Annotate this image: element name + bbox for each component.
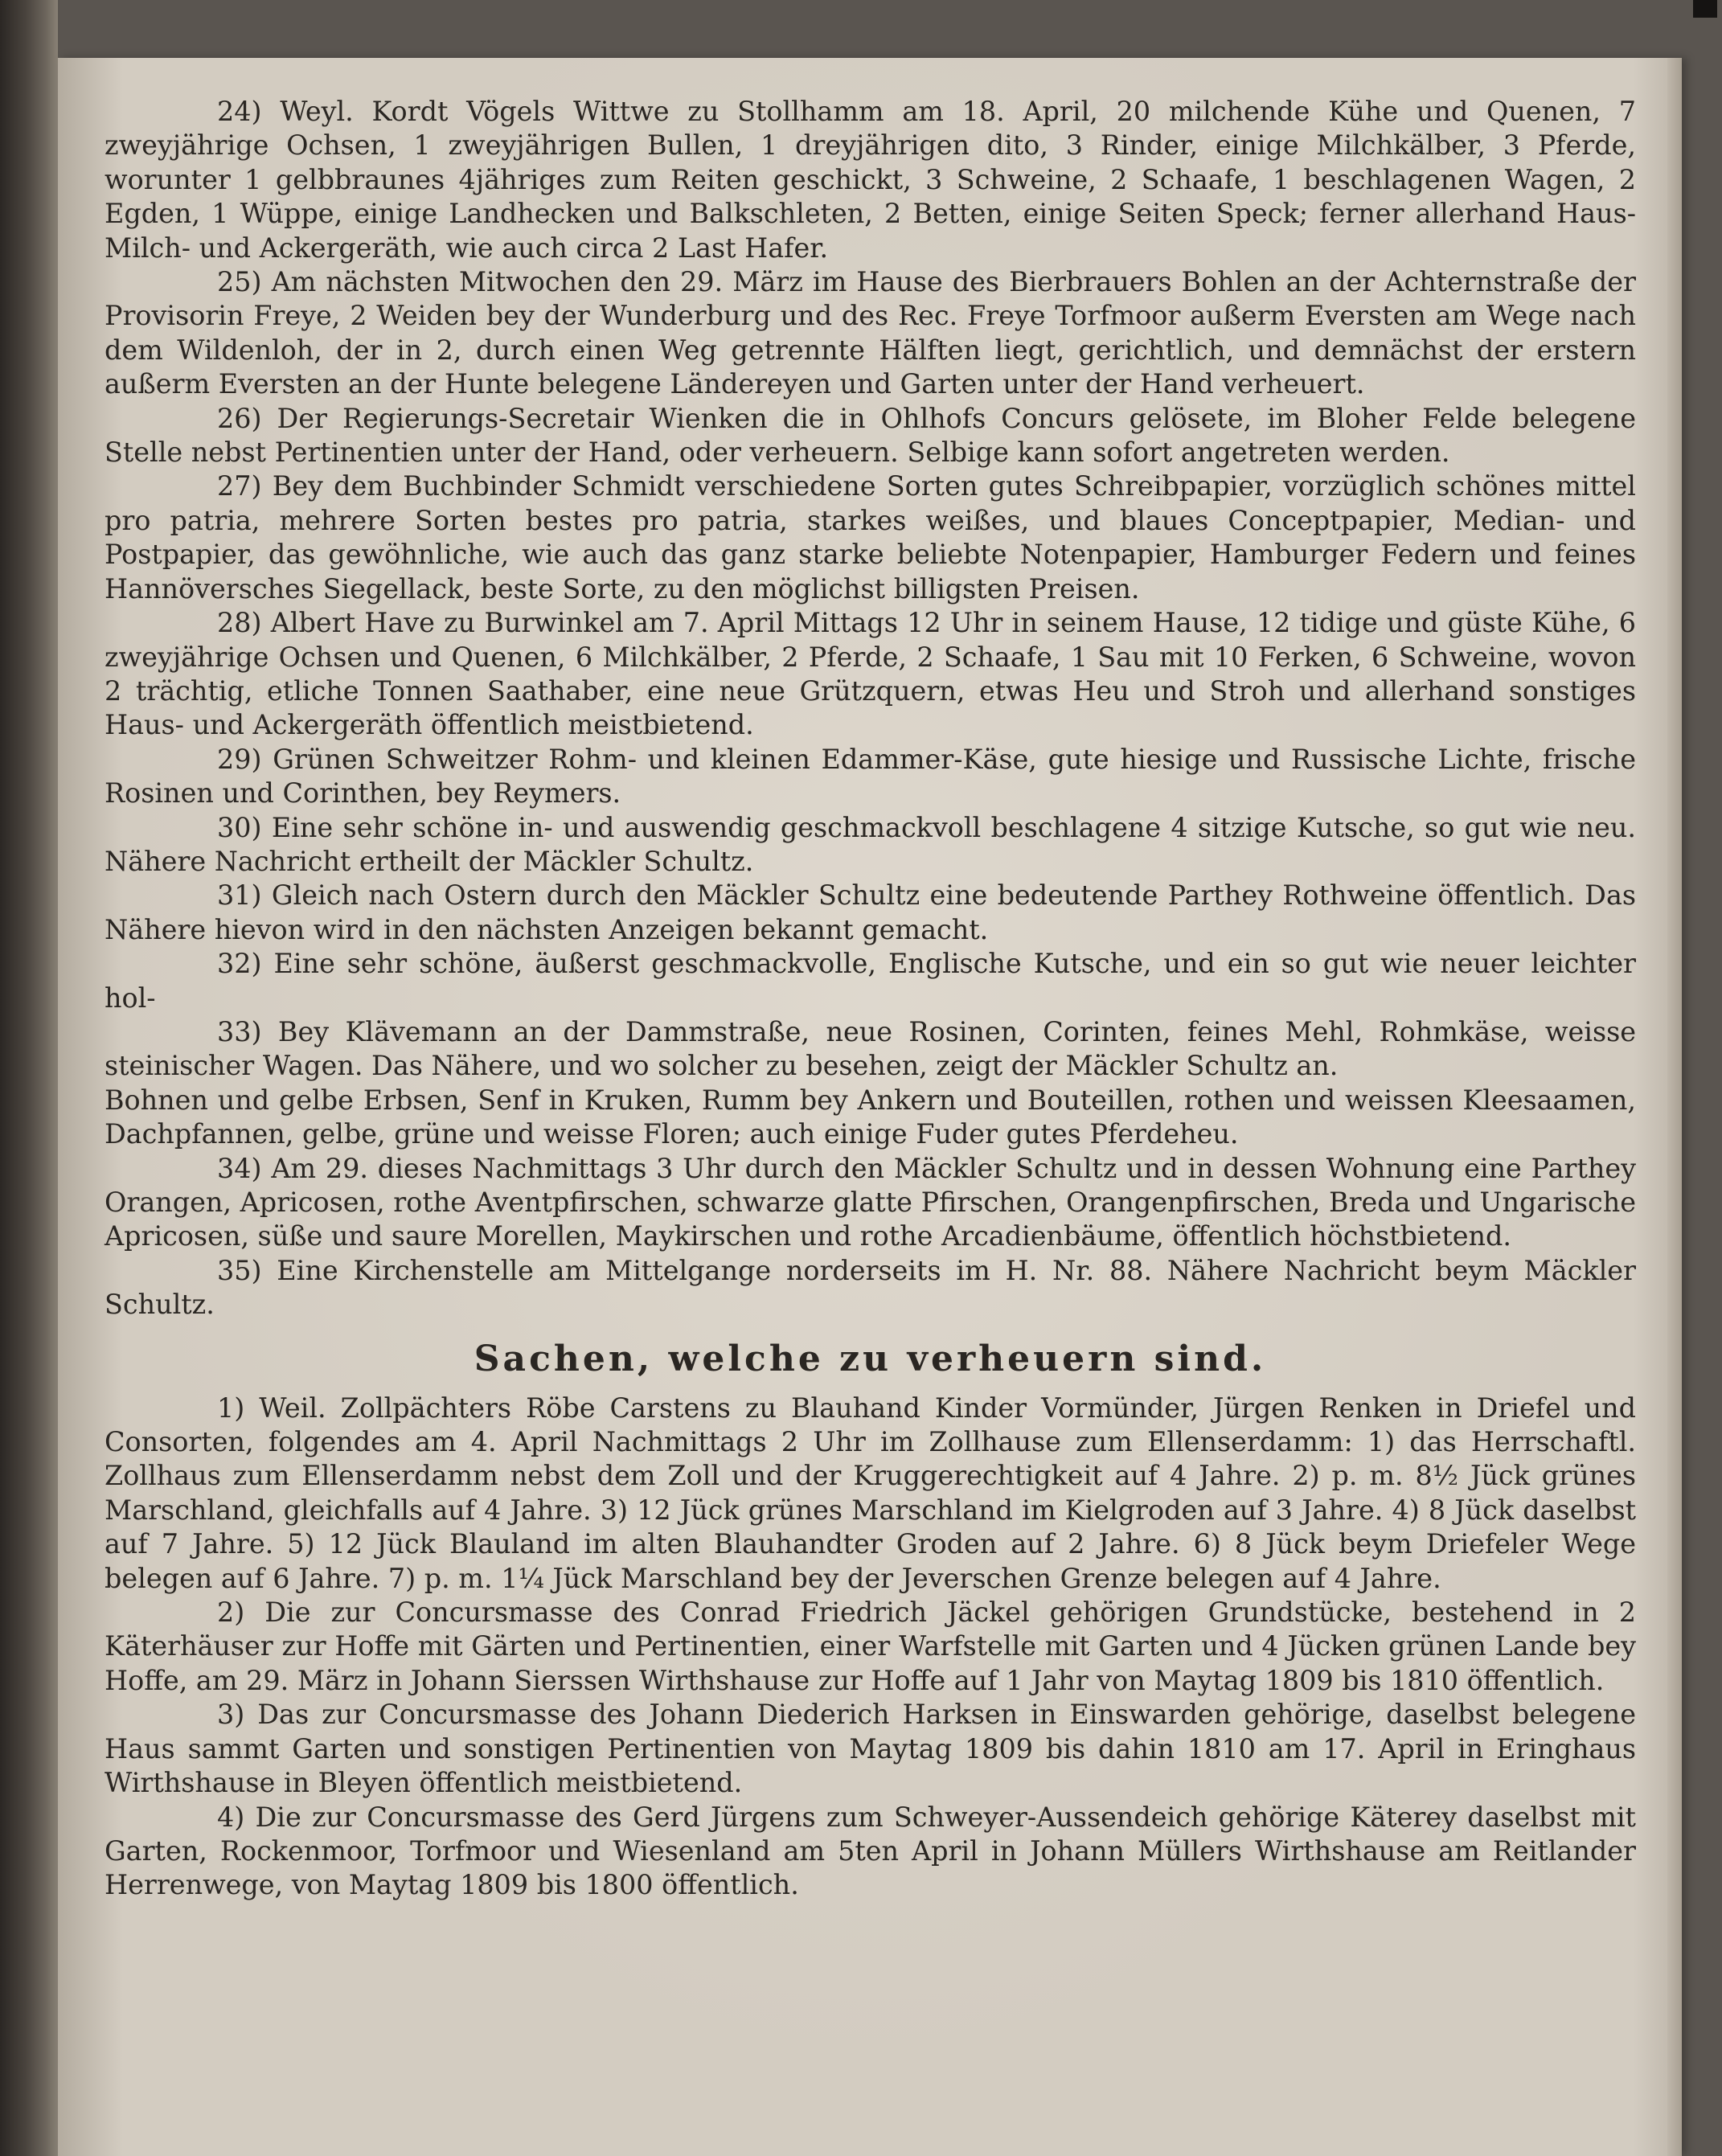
entry-number: 34) <box>217 1152 262 1184</box>
entry-text: Weyl. Kordt Vögels Wittwe zu Stollhamm am 18. April, 20 milchende Kühe und Quenen, 7 zweyjährige Ochsen, 1 zweyjährigen Bullen, 1 dreyjährigen dito, 3 Rinder, einige Milchkälber, 3 Pferde, worunter 1 gelbbraunes 4jähriges zum Reiten geschickt, 3 Schweine, 2 Schaafe, 1 beschlagenen Wagen, 2 Egden, 1 Wüppe, einige Landhecken und Balkschleten, 2 Betten, einige Seiten Speck; ferner allerhand Haus- Milch- und Ackergeräth, wie auch circa 2 Last Hafer. <box>105 96 1636 264</box>
rent-entry-2 <box>105 1596 1636 1698</box>
entry-number: 4) <box>217 1801 245 1833</box>
entry-text: Am nächsten Mitwochen den 29. März im Hause des Bierbrauers Bohlen an der Achternstraße der Provisorin Freye, 2 Weiden bey der Wunderburg und des Rec. Freye Torfmoor außerm Eversten am Wege nach dem Wildenloh, der in 2, durch einen Weg getrennte Hälften liegt, gerichtlich, und demnächst der erstern außerm Eversten an der Hunte belegene Ländereyen und Garten unter der Hand verheuert. <box>105 266 1636 400</box>
entry-35 <box>105 1254 1636 1322</box>
entry-number: 1) <box>217 1392 245 1424</box>
page-edge <box>1667 58 1682 2156</box>
entry-32 <box>105 947 1636 1015</box>
entry-number: 29) <box>217 743 262 775</box>
rent-entry-1 <box>105 1392 1636 1596</box>
entry-number: 32) <box>217 948 262 980</box>
entry-text: Bohnen und gelbe Erbsen, Senf in Kruken, Rumm bey Ankern und Bouteillen, rothen und weissen Kleesaamen, Dachpfannen, gelbe, grüne und weisse Floren; auch einige Fuder gutes Pferdeheu. <box>105 1084 1636 1150</box>
entry-text: Der Regierungs-Secretair Wienken die in Ohlhofs Concurs gelösete, im Bloher Felde belegene Stelle nebst Pertinentien unter der Hand, oder verheuern. Selbige kann sofort angetreten werden. <box>105 402 1636 469</box>
entry-number: 30) <box>217 811 262 843</box>
entry-text: Albert Have zu Burwinkel am 7. April Mittags 12 Uhr in seinem Hause, 12 tidige und güste Kühe, 6 zweyjährige Ochsen und Quenen, 6 Milchkälber, 2 Pferde, 2 Schaafe, 1 Sau mit 10 Ferken, 6 Schweine, wovon 2 trächtig, etliche Tonnen Saathaber, eine neue Grützquern, etwas Heu und Stroh und allerhand sonstiges Haus- und Ackergeräth öffentlich meistbietend. <box>105 607 1636 741</box>
entry-text: Die zur Concursmasse des Conrad Friedrich Jäckel gehörigen Grundstücke, bestehend in 2 Käterhäuser zur Hoffe mit Gärten und Pertinentien, einer Warfstelle mit Garten und 4 Jücken grünen Lande bey Hoffe, am 29. März in Johann Sierssen Wirthshause zur Hoffe auf 1 Jahr von Maytag 1809 bis 1810 öffentlich. <box>105 1597 1636 1696</box>
entry-28 <box>105 606 1636 743</box>
entry-text: Das zur Concursmasse des Johann Diederich Harksen in Einswarden gehörige, daselbst belegene Haus sammt Garten und sonstigen Pertinentien von Maytag 1809 bis dahin 1810 am 17. April in Eringhaus Wirthshause in Bleyen öffentlich meistbietend. <box>105 1699 1636 1799</box>
section-heading: Sachen, welche zu verheuern sind. <box>474 1338 1267 1379</box>
entry-text: Am 29. dieses Nachmittags 3 Uhr durch den Mäckler Schultz und in dessen Wohnung eine Parthey Orangen, Apricosen, rothe Aventpfirschen, schwarze glatte Pfirschen, Orangenpfirschen, Breda und Ungarische Apricosen, süße und saure Morellen, Maykirschen und rothe Arcadienbäume, öffentlich höchstbietend. <box>105 1152 1636 1252</box>
entry-number: 24) <box>217 96 262 127</box>
entry-number: 2) <box>217 1597 245 1629</box>
entry-31 <box>105 879 1636 947</box>
entry-text: Weil. Zollpächters Röbe Carstens zu Blauhand Kinder Vormünder, Jürgen Renken in Driefel und Consorten, folgendes am 4. April Nachmittags 2 Uhr im Zollhause zum Ellenserdamm: 1) das Herrschaftl. Zollhaus zum Ellenserdamm nebst dem Zoll und der Kruggerechtigkeit auf 4 Jahre. 2) p. m. 8½ Jück grünes Marschland, gleichfalls auf 4 Jahre. 3) 12 Jück grünes Marschland im Kielgroden auf 3 Jahre. 4) 8 Jück daselbst auf 7 Jahre. 5) 12 Jück Blauland im alten Blauhandter Groden auf 2 Jahre. 6) 8 Jück beym Driefeler Wege belegen auf 6 Jahre. 7) p. m. 1¼ Jück Marschland bey der Jeverschen Grenze belegen auf 4 Jahre. <box>105 1392 1636 1594</box>
entry-text: Eine Kirchenstelle am Mittelgange norderseits im H. Nr. 88. Nähere Nachricht beym Mäckler Schultz. <box>105 1254 1636 1321</box>
entry-25 <box>105 265 1636 402</box>
entry-unnumbered <box>105 1084 1636 1152</box>
entry-text: Gleich nach Ostern durch den Mäckler Schultz eine bedeutende Parthey Rothweine öffentlich. Das Nähere hievon wird in den nächsten Anzeigen bekannt gemacht. <box>105 879 1636 945</box>
entry-34 <box>105 1152 1636 1254</box>
entry-text: Bey Klävemann an der Dammstraße, neue Rosinen, Corinten, feines Mehl, Rohmkäse, weisse steinischer Wagen. Das Nähere, und wo solcher zu besehen, zeigt der Mäckler Schultz an. <box>105 1015 1636 1082</box>
entry-text: Eine sehr schöne in- und auswendig geschmackvoll beschlagene 4 sitzige Kutsche, so gut wie neu. Nähere Nachricht ertheilt der Mäckler Schultz. <box>105 811 1636 877</box>
entry-text: Grünen Schweitzer Rohm- und kleinen Edammer-Käse, gute hiesige und Russische Lichte, frische Rosinen und Corinthen, bey Reymers. <box>105 743 1636 810</box>
entry-number: 31) <box>217 879 262 912</box>
entry-text: Eine sehr schöne, äußerst geschmackvolle, Englische Kutsche, und ein so gut wie neuer leichter hol- <box>105 948 1636 1014</box>
rent-entry-4 <box>105 1801 1636 1903</box>
entry-number: 27) <box>217 470 262 502</box>
entry-text: Die zur Concursmasse des Gerd Jürgens zum Schweyer-Aussendeich gehörige Käterey daselbst mit Garten, Rockenmoor, Torfmoor und Wiesenland am 5ten April in Johann Müllers Wirthshause am Reitlander Herrenwege, von Maytag 1809 bis 1800 öffentlich. <box>105 1801 1636 1901</box>
entry-30 <box>105 811 1636 879</box>
entry-number: 26) <box>217 402 262 434</box>
entry-number: 3) <box>217 1699 245 1731</box>
book-binding <box>0 0 58 2156</box>
entry-29 <box>105 743 1636 811</box>
rent-entry-3 <box>105 1698 1636 1800</box>
entry-24 <box>105 95 1636 265</box>
entry-26 <box>105 402 1636 470</box>
entry-text: Bey dem Buchbinder Schmidt verschiedene Sorten gutes Schreibpapier, vorzüglich schönes mittel pro patria, mehrere Sorten bestes pro patria, starkes weißes, und blaues Conceptpapier, Median- und Postpapier, das gewöhnliche, wie auch das ganz starke beliebte Notenpapier, Hamburger Federn und feines Hannöversches Siegellack, beste Sorte, zu den möglichst billigsten Preisen. <box>105 470 1636 605</box>
document-text <box>105 95 1636 1903</box>
page-tab <box>1693 0 1717 18</box>
entry-27 <box>105 469 1636 606</box>
entry-number: 28) <box>217 607 262 639</box>
entry-number: 25) <box>217 266 262 298</box>
entry-number: 35) <box>217 1254 262 1286</box>
entry-33 <box>105 1015 1636 1084</box>
entry-number: 33) <box>217 1015 262 1047</box>
